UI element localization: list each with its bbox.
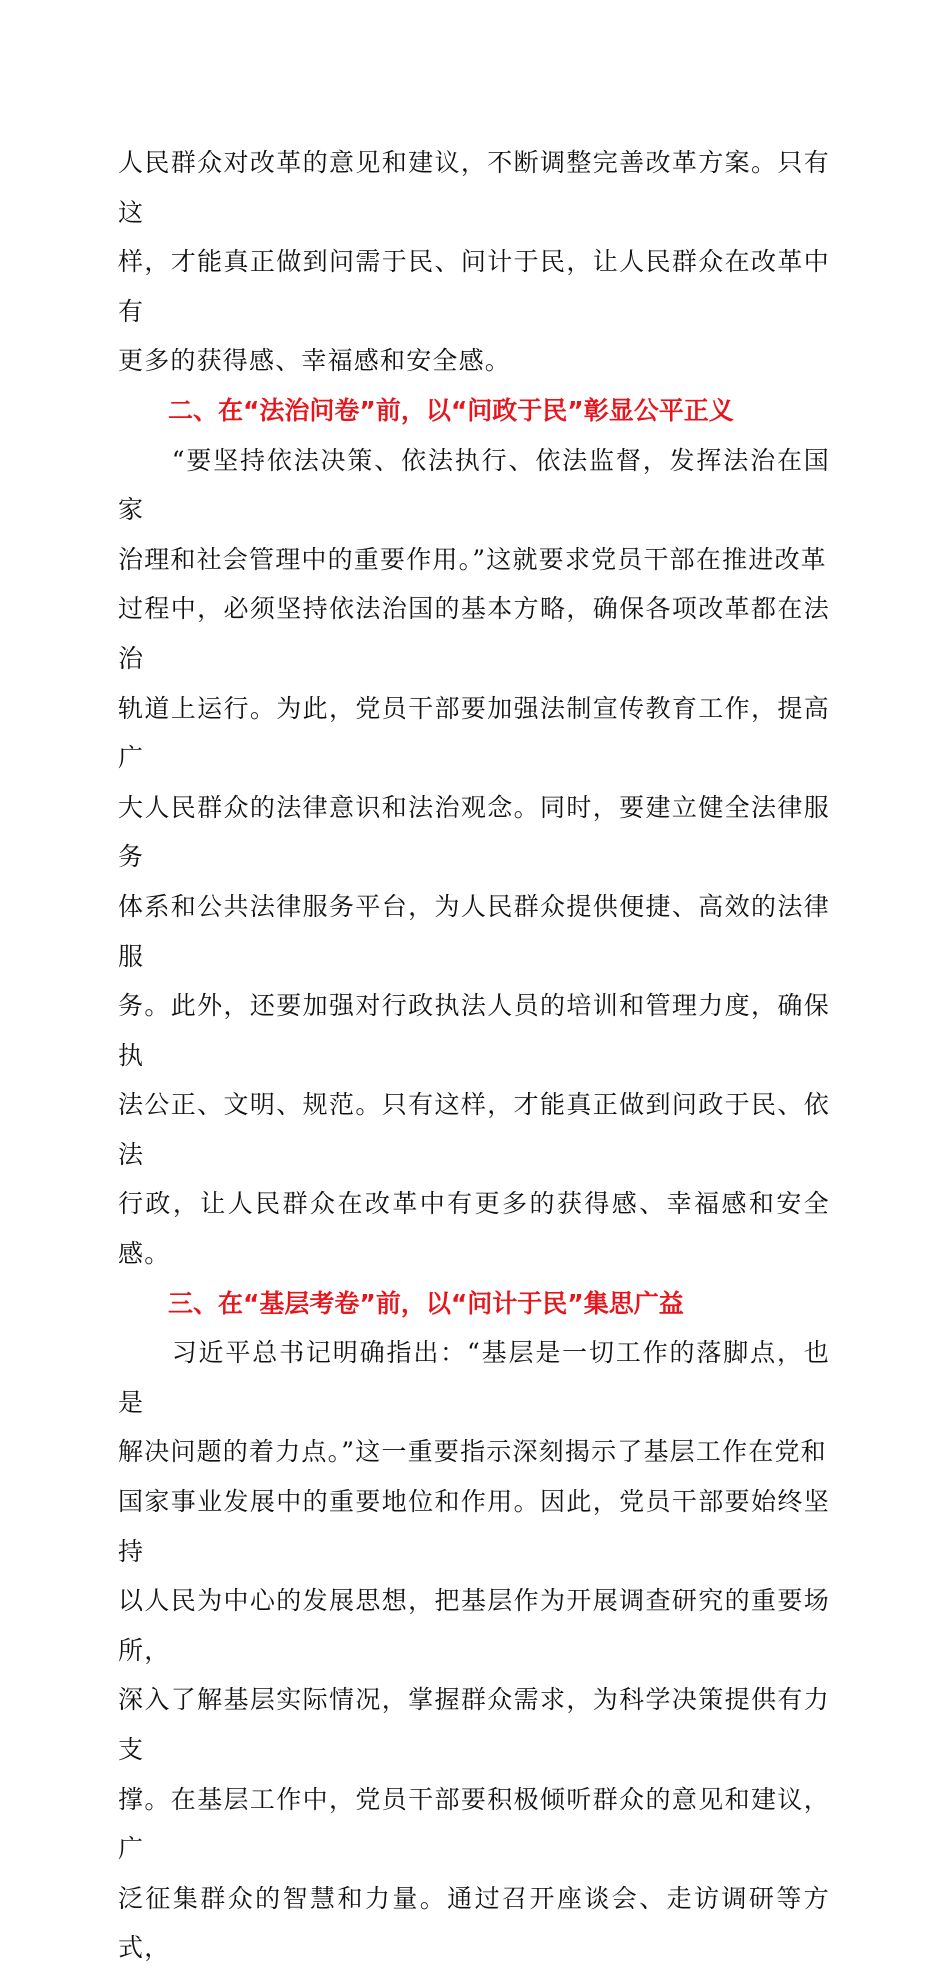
paragraph-rule-of-law: “要坚持依法决策、依法执行、依法监督，发挥法治在国家 治理和社会管理中的重要作用。”这就要求党员干部在推进改革 过程中，必须坚持依法治国的基本方略，确保各项改革都在法治 轨道上运行。为此，党员干部要加强法制宣传教育工作，提高广 大人民群众的法律意识和法治观念。同时，要建立健全法律服务 体系和公共法律服务平台，为人民群众提供便捷、高效的法律服 务。此外，还要加强对行政执法人员的培训和管理力度，确保执 法公正、文明、规范。只有这样，才能真正做到问政于民、依法 行政，让人民群众在改革中有更多的获得感、幸福感和安全感。 [118, 445, 830, 1269]
paragraph-grassroots: 习近平总书记明确指出：“基层是一切工作的落脚点，也是 解决问题的着力点。”这一重要指示深刻揭示了基层工作在党和 国家事业发展中的重要地位和作用。因此，党员干部要始终坚持 以人民为中心的发展思想，把基层作为开展调查研究的重要场所， 深入了解基层实际情况，掌握群众需求，为科学决策提供有力支 撑。在基层工作中，党员干部要积极倾听群众的意见和建议，广 泛征集群众的智慧和力量。通过召开座谈会、走访调研等方式， [118, 1338, 830, 1963]
paragraph-continued-reform-opinions: 人民群众对改革的意见和建议，不断调整完善改革方案。只有这 样，才能真正做到问需于民、问计于民，让人民群众在改革中有 更多的获得感、幸福感和安全感。 [118, 148, 830, 376]
section-heading-grassroots: 三、在“基层考卷”前，以“问计于民”集思广益 [168, 1288, 684, 1318]
section-heading-rule-of-law: 二、在“法治问卷”前，以“问政于民”彰显公平正义 [168, 395, 734, 425]
document-body [118, 138, 830, 1973]
